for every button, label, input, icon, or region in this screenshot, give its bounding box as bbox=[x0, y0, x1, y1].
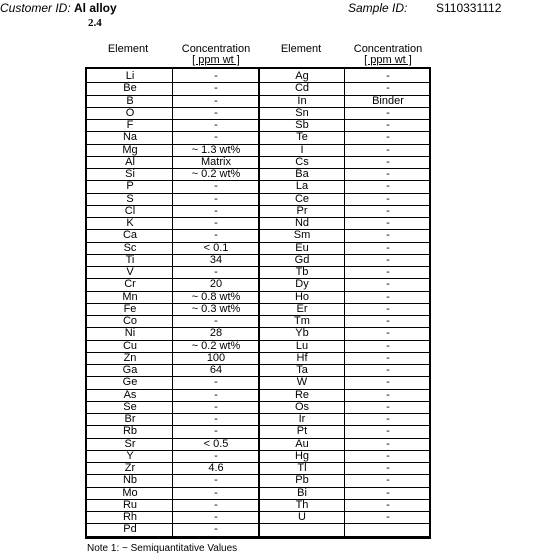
table-row bbox=[87, 341, 429, 353]
concentration-cell: - bbox=[214, 82, 218, 95]
concentration-cell: - bbox=[214, 217, 218, 229]
concentration-cell: - bbox=[386, 474, 390, 487]
element-cell: Mo bbox=[122, 486, 138, 499]
sample-id-value: S110331112 bbox=[436, 1, 502, 15]
table-row bbox=[87, 194, 429, 206]
concentration-cell: ~ 1.3 wt% bbox=[191, 143, 241, 156]
concentration-table bbox=[85, 67, 431, 539]
concentration-cell: ~ 0.2 wt% bbox=[191, 339, 241, 352]
table-row bbox=[87, 218, 429, 230]
element-cell: W bbox=[296, 376, 308, 389]
table-rows bbox=[87, 71, 429, 537]
element-cell: Th bbox=[295, 498, 309, 511]
element-cell: Te bbox=[296, 131, 308, 144]
element-cell: Rh bbox=[122, 511, 138, 523]
concentration-cell: - bbox=[214, 449, 218, 462]
concentration-cell: - bbox=[386, 290, 390, 303]
concentration-cell: 34 bbox=[209, 253, 223, 266]
table-row bbox=[87, 365, 429, 377]
concentration-cell: - bbox=[214, 486, 218, 499]
concentration-cell: - bbox=[214, 106, 218, 119]
concentration-cell: - bbox=[386, 351, 390, 364]
element-cell: Na bbox=[122, 131, 138, 144]
element-cell: Ir bbox=[298, 413, 306, 425]
element-cell: Tm bbox=[294, 315, 310, 327]
concentration-cell: - bbox=[214, 266, 218, 278]
table-row bbox=[87, 279, 429, 291]
footnote: Note 1: ~ Semiquantitative Values bbox=[87, 543, 238, 554]
concentration-cell: - bbox=[386, 400, 390, 413]
concentration-cell: - bbox=[214, 229, 218, 242]
table-row bbox=[87, 120, 429, 132]
element-cell: Hg bbox=[294, 449, 310, 462]
table-row bbox=[87, 316, 429, 328]
table-row bbox=[87, 206, 429, 218]
element-cell: Ge bbox=[122, 376, 138, 389]
element-cell: Os bbox=[294, 400, 310, 413]
element-cell: Cu bbox=[122, 339, 138, 352]
concentration-label: Concentration bbox=[353, 43, 423, 55]
element-cell: Sc bbox=[123, 241, 137, 254]
element-cell: Eu bbox=[295, 241, 309, 254]
table-row bbox=[87, 96, 429, 108]
element-cell: Pr bbox=[296, 204, 308, 217]
concentration-cell: - bbox=[386, 462, 390, 474]
element-cell: Pt bbox=[296, 425, 308, 438]
element-cell: V bbox=[126, 266, 134, 278]
table-row bbox=[87, 512, 429, 524]
concentration-cell: - bbox=[386, 217, 390, 229]
element-cell: B bbox=[126, 94, 134, 107]
table-row bbox=[87, 414, 429, 426]
element-cell: Ni bbox=[124, 327, 136, 340]
table-row bbox=[87, 145, 429, 157]
table-row bbox=[87, 157, 429, 169]
element-cell: Cd bbox=[294, 82, 310, 95]
concentration-cell: - bbox=[386, 315, 390, 327]
element-cell: Ce bbox=[294, 192, 310, 205]
element-cell: Pd bbox=[123, 523, 137, 536]
unit-label: [ ppm wt ] bbox=[364, 54, 412, 66]
element-cell: Er bbox=[296, 302, 308, 315]
element-cell: Ag bbox=[295, 70, 309, 82]
concentration-cell: - bbox=[386, 106, 390, 119]
element-cell: Pb bbox=[295, 474, 309, 487]
element-cell: Y bbox=[126, 449, 134, 462]
element-cell: Sn bbox=[295, 106, 309, 119]
table-row bbox=[87, 390, 429, 402]
concentration-cell: - bbox=[386, 486, 390, 499]
element-cell: Zn bbox=[123, 351, 137, 364]
concentration-cell: - bbox=[214, 94, 218, 107]
element-cell: Bi bbox=[297, 486, 307, 499]
element-header-right: Element bbox=[280, 43, 322, 55]
concentration-cell: - bbox=[214, 192, 218, 205]
element-cell: Co bbox=[122, 315, 138, 327]
table-row bbox=[87, 488, 429, 500]
concentration-cell: < 0.1 bbox=[203, 241, 229, 254]
customer-id-value: Al alloy bbox=[74, 1, 117, 15]
element-cell: Dy bbox=[295, 278, 309, 291]
concentration-cell: - bbox=[214, 204, 218, 217]
concentration-cell: 64 bbox=[209, 364, 223, 376]
element-cell: Yb bbox=[295, 327, 309, 340]
concentration-cell: - bbox=[214, 498, 218, 511]
table-row bbox=[87, 132, 429, 144]
concentration-cell: - bbox=[386, 449, 390, 462]
element-cell: Re bbox=[294, 388, 310, 401]
concentration-cell: - bbox=[386, 339, 390, 352]
element-header-left: Element bbox=[107, 43, 149, 55]
element-cell: Cs bbox=[295, 155, 309, 168]
element-cell: In bbox=[297, 94, 307, 107]
element-cell: Mg bbox=[122, 143, 138, 156]
table-row bbox=[87, 304, 429, 316]
concentration-cell: - bbox=[386, 376, 390, 389]
concentration-cell: - bbox=[386, 437, 390, 450]
table-row bbox=[87, 181, 429, 193]
element-cell: F bbox=[126, 119, 134, 131]
element-cell: Cl bbox=[124, 204, 136, 217]
table-row bbox=[87, 402, 429, 414]
concentration-cell: - bbox=[386, 327, 390, 340]
table-row bbox=[87, 108, 429, 120]
table-row bbox=[87, 169, 429, 181]
concentration-cell: 100 bbox=[206, 351, 226, 364]
sample-id-label: Sample ID: bbox=[348, 1, 408, 15]
concentration-cell: - bbox=[386, 425, 390, 438]
element-cell: Ti bbox=[125, 253, 135, 266]
element-cell: Nd bbox=[294, 217, 310, 229]
concentration-cell: - bbox=[214, 474, 218, 487]
table-row bbox=[87, 451, 429, 463]
concentration-cell: - bbox=[214, 119, 218, 131]
element-cell: Li bbox=[125, 70, 135, 82]
table-row bbox=[87, 292, 429, 304]
concentration-cell: 28 bbox=[209, 327, 223, 340]
concentration-cell: < 0.5 bbox=[203, 437, 229, 450]
concentration-cell: ~ 0.2 wt% bbox=[191, 168, 241, 180]
concentration-cell: - bbox=[214, 70, 218, 82]
concentration-cell: - bbox=[214, 131, 218, 144]
element-cell: La bbox=[295, 180, 309, 193]
table-row bbox=[87, 426, 429, 438]
element-cell: Rb bbox=[122, 425, 138, 438]
element-cell: Ca bbox=[122, 229, 138, 242]
concentration-cell: - bbox=[386, 229, 390, 242]
concentration-cell: - bbox=[386, 143, 390, 156]
unit-label: [ ppm wt ] bbox=[192, 54, 240, 66]
concentration-cell: Matrix bbox=[201, 155, 231, 168]
table-row bbox=[87, 230, 429, 242]
concentration-cell: - bbox=[214, 388, 218, 401]
element-cell: Ta bbox=[296, 364, 308, 376]
element-cell: Br bbox=[124, 413, 136, 425]
concentration-cell: 4.6 bbox=[208, 462, 224, 474]
element-cell: K bbox=[126, 217, 134, 229]
concentration-cell: - bbox=[386, 364, 390, 376]
concentration-cell: - bbox=[386, 253, 390, 266]
concentration-header-right bbox=[343, 44, 433, 66]
concentration-cell: - bbox=[214, 425, 218, 438]
element-cell: Ru bbox=[122, 498, 138, 511]
element-cell: Lu bbox=[295, 339, 309, 352]
concentration-cell: - bbox=[386, 119, 390, 131]
element-cell: Ho bbox=[294, 290, 310, 303]
section-number: 2.4 bbox=[88, 17, 102, 29]
table-row bbox=[87, 500, 429, 512]
concentration-cell: - bbox=[386, 204, 390, 217]
element-cell: Se bbox=[123, 400, 137, 413]
concentration-cell: - bbox=[386, 180, 390, 193]
concentration-cell: - bbox=[214, 523, 218, 536]
element-cell: Be bbox=[123, 82, 137, 95]
concentration-cell: - bbox=[386, 82, 390, 95]
element-cell: Fe bbox=[123, 302, 137, 315]
concentration-cell: - bbox=[386, 241, 390, 254]
table-row bbox=[87, 463, 429, 475]
concentration-cell: - bbox=[214, 376, 218, 389]
element-cell: S bbox=[126, 192, 134, 205]
concentration-cell: - bbox=[386, 131, 390, 144]
concentration-cell: - bbox=[386, 155, 390, 168]
table-row bbox=[87, 353, 429, 365]
concentration-cell: ~ 0.3 wt% bbox=[191, 302, 241, 315]
element-cell: Tb bbox=[295, 266, 309, 278]
element-cell: P bbox=[126, 180, 134, 193]
element-cell: Tl bbox=[297, 462, 307, 474]
concentration-label: Concentration bbox=[181, 43, 251, 55]
concentration-cell: 20 bbox=[209, 278, 223, 291]
element-cell: Nb bbox=[122, 474, 138, 487]
element-cell: I bbox=[300, 143, 304, 156]
element-cell: Mn bbox=[122, 290, 138, 303]
table-row bbox=[87, 377, 429, 389]
element-cell: U bbox=[298, 511, 306, 523]
table-row bbox=[87, 255, 429, 267]
concentration-cell: - bbox=[386, 192, 390, 205]
element-cell: Hf bbox=[296, 351, 308, 364]
element-cell: As bbox=[123, 388, 137, 401]
concentration-cell: - bbox=[214, 315, 218, 327]
element-cell: O bbox=[125, 106, 135, 119]
concentration-cell: - bbox=[214, 180, 218, 193]
element-cell: Si bbox=[125, 168, 135, 180]
table-row bbox=[87, 475, 429, 487]
element-cell: Al bbox=[125, 155, 135, 168]
element-cell: Sr bbox=[124, 437, 136, 450]
concentration-cell: - bbox=[386, 266, 390, 278]
concentration-header-left bbox=[171, 44, 261, 66]
concentration-cell: Binder bbox=[372, 94, 404, 107]
table-row bbox=[87, 243, 429, 255]
concentration-cell: - bbox=[386, 168, 390, 180]
concentration-cell: - bbox=[386, 278, 390, 291]
element-cell: Ga bbox=[122, 364, 138, 376]
concentration-cell: - bbox=[386, 302, 390, 315]
concentration-cell: - bbox=[386, 413, 390, 425]
element-cell: Sb bbox=[295, 119, 309, 131]
table-row bbox=[87, 328, 429, 340]
element-cell: Zr bbox=[124, 462, 136, 474]
concentration-cell: - bbox=[214, 413, 218, 425]
element-cell: Cr bbox=[124, 278, 136, 291]
element-cell: Ba bbox=[295, 168, 309, 180]
concentration-cell: - bbox=[214, 400, 218, 413]
element-cell: Au bbox=[295, 437, 309, 450]
concentration-cell: - bbox=[214, 511, 218, 523]
table-row bbox=[87, 267, 429, 279]
table-row bbox=[87, 83, 429, 95]
customer-id-label: Customer ID: bbox=[0, 1, 71, 15]
element-cell: Sm bbox=[293, 229, 311, 242]
element-cell: Gd bbox=[294, 253, 310, 266]
concentration-cell: - bbox=[386, 498, 390, 511]
table-row bbox=[87, 439, 429, 451]
concentration-cell: - bbox=[386, 388, 390, 401]
table-row bbox=[87, 524, 429, 536]
table-row bbox=[87, 71, 429, 83]
concentration-cell: - bbox=[386, 511, 390, 523]
concentration-cell: - bbox=[386, 70, 390, 82]
concentration-cell: ~ 0.8 wt% bbox=[191, 290, 241, 303]
